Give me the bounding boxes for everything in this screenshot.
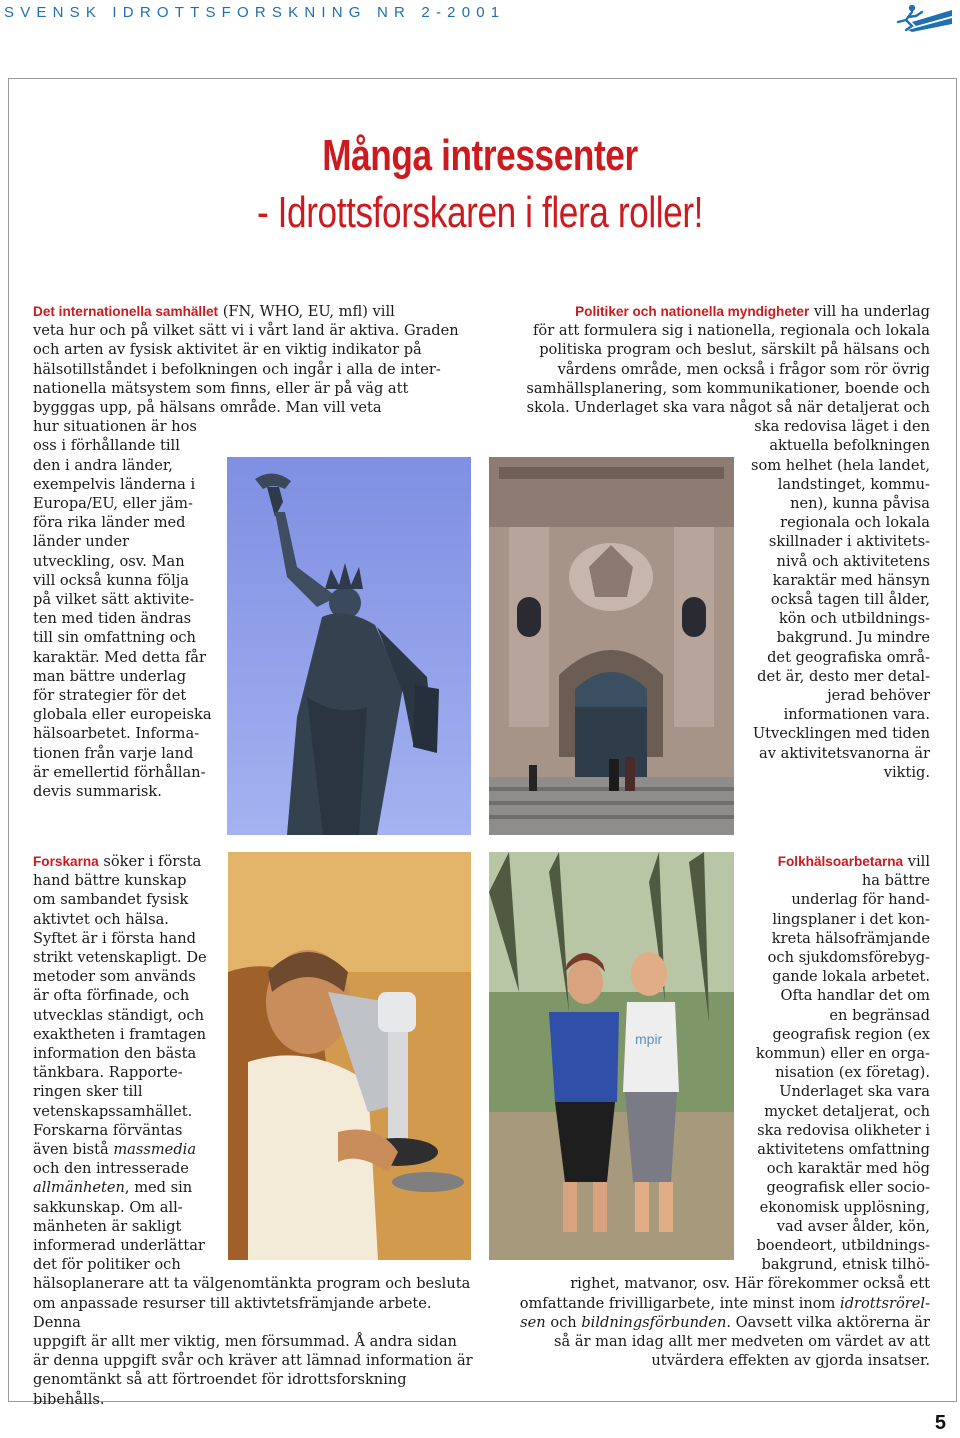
photo-statue-of-liberty [227, 457, 471, 835]
lead-public-health: Folkhälsoarbetarna [777, 854, 904, 869]
article-international: Det internationella samhället (FN, WHO, EU, mfl) vill veta hur och på vilket sätt vi i vårt land är aktiva. Graden och arten av fysisk aktivitet är en viktig indikator på hälsotillståndet i befolkningen och ingår i alla de inter- nationella mätsystem som finns, eller är på väg att bygggas upp, på hälsans område. Man vill veta hur situationen är hos oss i förhållande till den i andra länder, exempelvis länderna i Europa/EU, eller jäm- föra rika länder med länder under utveckling, osv. Man vill också kunna följa på vilket sätt aktivite- ten med tiden ändras till sin omfattning och karaktär. Med detta får man bättre underlag för strategier för det globala eller europeiska hälsoarbetet. Informa- tionen från varje land är emellertid förhållan- devis summarisk. [33, 303, 459, 801]
lead-researchers: Forskarna [33, 854, 99, 869]
article-politicians: Politiker och nationella myndigheter vill ha underlag för att formulera sig i nationella, regionala och lokala politiska program och beslut, särskilt på hälsans och vårdens område, men också i frågor som rör övrig samhällsplanering, som kommunikationer, boende och skola. Underlaget ska vara något så när detaljerat och ska redovisa läget i den aktuella befolkningen som helhet (hela landet, landstinget, kommu- nen), kunna påvisa regionala och lokala skillnader i aktivitets- nivå och aktivitetens karaktär med hänsyn också tagen till ålder, kön och utbildnings- bakgrund. Ju mindre det geografiska områ- det är, desto mer detal- jerad behöver informationen vara. Utvecklingen med tiden av aktivitetsvanorna är viktig. [526, 303, 930, 781]
photo-researcher-microscope [228, 852, 471, 1260]
page-number: 5 [934, 1412, 946, 1434]
lead-international: Det internationella samhället [33, 304, 219, 319]
lead-politicians: Politiker och nationella myndigheter [575, 304, 810, 319]
article-researchers: Forskarna söker i första hand bättre kunskap om sambandet fysisk aktivtet och hälsa. Syftet är i första hand strikt vetenskapligt. De metoder som används är ofta förfinade, och utvecklas ständigt, och exaktheten i framtagen information den bästa tänkbara. Rapporte- ringen sker till vetenskapssamhället. Forskarna förväntas även bistå massmedia och den intresserade allmänheten, med sin sakkunskap. Om all- mänheten är sakligt informerad underlättar det för politiker och hälsoplanerare att ta välgenomtänkta program och besluta om anpassade resurser till aktivtetsfrämjande arbete. Denna uppgift är allt mer viktig, men försummad. Å andra sidan är denna uppgift svår och kräver att lämnad information är genomtänkt så att förtroendet för idrottsforskning bibehålls. [33, 853, 473, 1408]
runner-logo-icon [894, 2, 954, 32]
page-title: Många intressenter [322, 131, 638, 180]
photo-government-building [489, 457, 734, 835]
page-subtitle: - Idrottsforskaren i flera roller! [256, 188, 704, 237]
running-header: SVENSK IDROTTSFORSKNING NR 2-2001 [4, 4, 506, 21]
shirt-print: mpir [635, 1031, 663, 1047]
article-public-health: Folkhälsoarbetarna vill ha bättre underlag för hand- lingsplaner i det kon- kreta hälsofrämjande och sjukdomsförebyg- gande lokala arbetet. Ofta handlar det om en begränsad geografisk region (ex kommun) eller en orga- nisation (ex företag). Underlaget ska vara mycket detaljerat, och ska redovisa olikheter i aktivitetens omfattning och karaktär med hög geografisk eller socio- ekonomisk upplösning, vad avser ålder, kön, boendeort, utbildnings- bakgrund, etnisk tilhö- righet, matvanor, osv. Här förekommer också ett omfattande frivilligarbete, inte minst inom idrottsrörel- sen och bildningsförbunden. Oavsett vilka aktörerna är så är man idag allt mer medveten om värdet av att utvärdera effekten av gjorda insatser. [519, 853, 930, 1370]
